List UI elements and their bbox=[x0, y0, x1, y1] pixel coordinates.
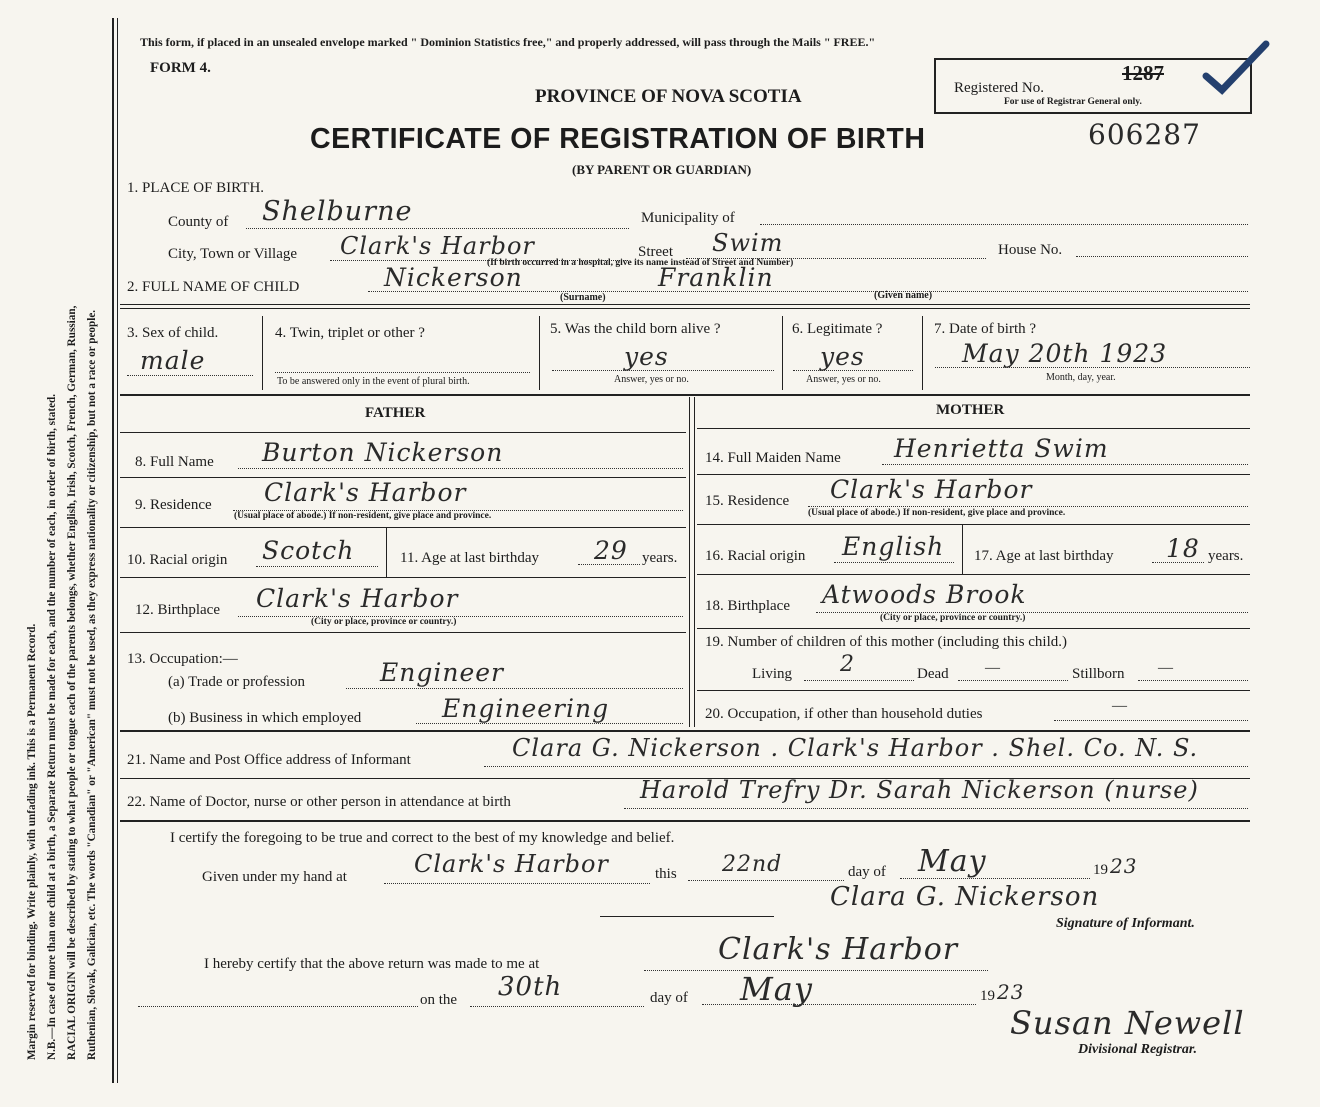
mother-origin-value: English bbox=[842, 532, 945, 561]
day-of-label: day of bbox=[848, 864, 886, 880]
dob-label: 7. Date of birth ? bbox=[934, 321, 1037, 337]
mother-age-label: 17. Age at last birthday bbox=[974, 548, 1114, 564]
sex-value: male bbox=[140, 346, 206, 375]
mother-residence-label: 15. Residence bbox=[705, 493, 790, 509]
children-count-label: 19. Number of children of this mother (including this child.) bbox=[705, 634, 1068, 650]
informant-value: Clara G. Nickerson . Clark's Harbor . Shel. Co. N. S. bbox=[512, 734, 1199, 762]
checkmark-icon bbox=[1200, 38, 1275, 98]
mother-name-label: 14. Full Maiden Name bbox=[705, 450, 841, 466]
certify-year-prefix: 19 bbox=[1093, 862, 1108, 878]
form-number: FORM 4. bbox=[150, 60, 211, 76]
certify-day: 22nd bbox=[722, 852, 783, 877]
mother-birthplace-value: Atwoods Brook bbox=[822, 580, 1027, 609]
registered-label: Registered No. bbox=[954, 80, 1044, 96]
margin-notes bbox=[22, 60, 102, 1060]
mail-note: This form, if placed in an unsealed envelope marked " Dominion Statistics free," and properly addressed, will pass through the Mails " FREE." bbox=[140, 35, 876, 49]
certify-statement: I certify the foregoing to be true and correct to the best of my knowledge and belief. bbox=[170, 830, 675, 846]
registrar-month: May bbox=[740, 970, 813, 1008]
registered-number: 1287 bbox=[1122, 61, 1164, 85]
child-given-name: Franklin bbox=[658, 263, 774, 292]
mother-heading: MOTHER bbox=[936, 402, 1005, 418]
certificate-number: 606287 bbox=[1088, 118, 1201, 151]
registrar-caption: Divisional Registrar. bbox=[1078, 1042, 1198, 1057]
twin-note: To be answered only in the event of plural birth. bbox=[277, 376, 470, 387]
registrar-day-of-label: day of bbox=[650, 990, 688, 1006]
margin-note-3: RACIAL ORIGIN will be described by stating to what people or tongue each of the parents belongs, whether English, Irish, Scotch, French, German, Russian, bbox=[66, 305, 78, 1060]
father-origin-label: 10. Racial origin bbox=[127, 552, 228, 568]
mother-origin-label: 16. Racial origin bbox=[705, 548, 806, 564]
given-name-caption: (Given name) bbox=[874, 290, 933, 301]
legitimate-label: 6. Legitimate ? bbox=[792, 321, 883, 337]
doctor-label: 22. Name of Doctor, nurse or other person in attendance at birth bbox=[127, 794, 511, 810]
registrar-use-note: For use of Registrar General only. bbox=[1004, 97, 1142, 107]
mother-occupation-value: — bbox=[1112, 698, 1127, 714]
binding-rule-inner bbox=[117, 18, 118, 1083]
certify-month: May bbox=[918, 844, 987, 879]
living-value: 2 bbox=[840, 652, 855, 677]
certify-year: 23 bbox=[1110, 854, 1138, 878]
legitimate-caption: Answer, yes or no. bbox=[806, 374, 881, 385]
child-name-label: 2. FULL NAME OF CHILD bbox=[127, 279, 300, 295]
legitimate-value: yes bbox=[820, 342, 865, 371]
place-of-birth-heading: 1. PLACE OF BIRTH. bbox=[127, 180, 265, 196]
father-birthplace-label: 12. Birthplace bbox=[135, 602, 220, 618]
father-residence-label: 9. Residence bbox=[135, 497, 212, 513]
father-years-label: years. bbox=[642, 550, 678, 566]
margin-note-2: N.B.—In case of more than one child at a birth, a Separate Return must be made for each, and the number of each, in order of birth, stated. bbox=[46, 393, 58, 1060]
mother-residence-value: Clark's Harbor bbox=[830, 475, 1033, 504]
province-heading: PROVINCE OF NOVA SCOTIA bbox=[535, 86, 802, 107]
mother-birthplace-label: 18. Birthplace bbox=[705, 598, 790, 614]
occupation-label: 13. Occupation:— bbox=[127, 651, 238, 667]
registrar-place: Clark's Harbor bbox=[718, 932, 959, 967]
father-name-label: 8. Full Name bbox=[135, 454, 214, 470]
street-value: Swim bbox=[712, 229, 784, 257]
business-value: Engineering bbox=[442, 694, 610, 723]
street-label: Street bbox=[638, 244, 673, 260]
mother-birthplace-caption: (City or place, province or country.) bbox=[880, 613, 1026, 623]
father-heading: FATHER bbox=[365, 405, 426, 421]
binding-rule bbox=[112, 18, 114, 1083]
city-label: City, Town or Village bbox=[168, 246, 298, 262]
this-label: this bbox=[655, 866, 677, 882]
born-alive-caption: Answer, yes or no. bbox=[614, 374, 689, 385]
father-origin-value: Scotch bbox=[262, 536, 355, 565]
county-label: County of bbox=[168, 214, 229, 230]
house-number-label: House No. bbox=[998, 242, 1063, 258]
father-age-value: 29 bbox=[594, 536, 628, 565]
municipality-label: Municipality of bbox=[641, 210, 735, 226]
informant-label: 21. Name and Post Office address of Informant bbox=[127, 752, 411, 768]
father-birthplace-value: Clark's Harbor bbox=[256, 584, 459, 613]
given-under-label: Given under my hand at bbox=[202, 869, 347, 885]
mother-age-value: 18 bbox=[1166, 534, 1200, 563]
dob-value: May 20th 1923 bbox=[962, 339, 1168, 368]
registrar-statement: I hereby certify that the above return was made to me at bbox=[204, 956, 540, 972]
dob-caption: Month, day, year. bbox=[1046, 372, 1116, 383]
business-label: (b) Business in which employed bbox=[168, 710, 362, 726]
trade-value: Engineer bbox=[380, 658, 504, 687]
father-age-label: 11. Age at last birthday bbox=[400, 550, 539, 566]
father-name-value: Burton Nickerson bbox=[262, 438, 504, 467]
city-value: Clark's Harbor bbox=[340, 232, 535, 260]
doctor-value: Harold Trefry Dr. Sarah Nickerson (nurse) bbox=[640, 776, 1199, 804]
twin-label: 4. Twin, triplet or other ? bbox=[275, 325, 425, 341]
sex-label: 3. Sex of child. bbox=[127, 325, 219, 341]
mother-residence-caption: (Usual place of abode.) If non-resident, give place and province. bbox=[808, 508, 1066, 518]
father-residence-caption: (Usual place of abode.) If non-resident, give place and province. bbox=[234, 511, 492, 521]
child-surname: Nickerson bbox=[384, 263, 523, 292]
surname-caption: (Surname) bbox=[560, 292, 606, 303]
father-residence-value: Clark's Harbor bbox=[264, 478, 467, 507]
mother-occupation-label: 20. Occupation, if other than household duties bbox=[705, 706, 983, 722]
document-title: CERTIFICATE OF REGISTRATION OF BIRTH bbox=[310, 123, 926, 155]
document-subtitle: (BY PARENT OR GUARDIAN) bbox=[572, 162, 752, 177]
dead-label: Dead bbox=[917, 666, 949, 682]
registrar-signature: Susan Newell bbox=[1010, 1004, 1245, 1042]
certify-place: Clark's Harbor bbox=[414, 850, 609, 878]
trade-label: (a) Trade or profession bbox=[168, 674, 306, 690]
living-label: Living bbox=[752, 666, 792, 682]
informant-signature-caption: Signature of Informant. bbox=[1056, 916, 1195, 931]
born-alive-label: 5. Was the child born alive ? bbox=[550, 321, 721, 337]
hospital-note: (If birth occurred in a hospital, give its name instead of Street and Number) bbox=[487, 258, 794, 268]
dead-value: — bbox=[985, 660, 1000, 676]
registrar-year-prefix: 19 bbox=[980, 988, 995, 1004]
mother-years-label: years. bbox=[1208, 548, 1244, 564]
registrar-day: 30th bbox=[498, 972, 563, 1002]
margin-note-4: Ruthenian, Slovak, Galician, etc. The words "Canadian" or "American" must not be used, as they express nationality or citizenship, but not a race or people. bbox=[86, 309, 98, 1060]
on-the-label: on the bbox=[420, 992, 458, 1008]
stillborn-value: — bbox=[1158, 660, 1173, 676]
margin-note-1: Margin reserved for binding. Write plainly, with unfading ink. This is a Permanent Record. bbox=[26, 623, 38, 1060]
mother-name-value: Henrietta Swim bbox=[894, 434, 1109, 463]
informant-signature: Clara G. Nickerson bbox=[830, 882, 1100, 912]
registrar-year: 23 bbox=[997, 980, 1025, 1004]
born-alive-value: yes bbox=[624, 342, 669, 371]
county-value: Shelburne bbox=[262, 196, 413, 227]
father-birthplace-caption: (City or place, province or country.) bbox=[311, 617, 457, 627]
stillborn-label: Stillborn bbox=[1072, 666, 1125, 682]
